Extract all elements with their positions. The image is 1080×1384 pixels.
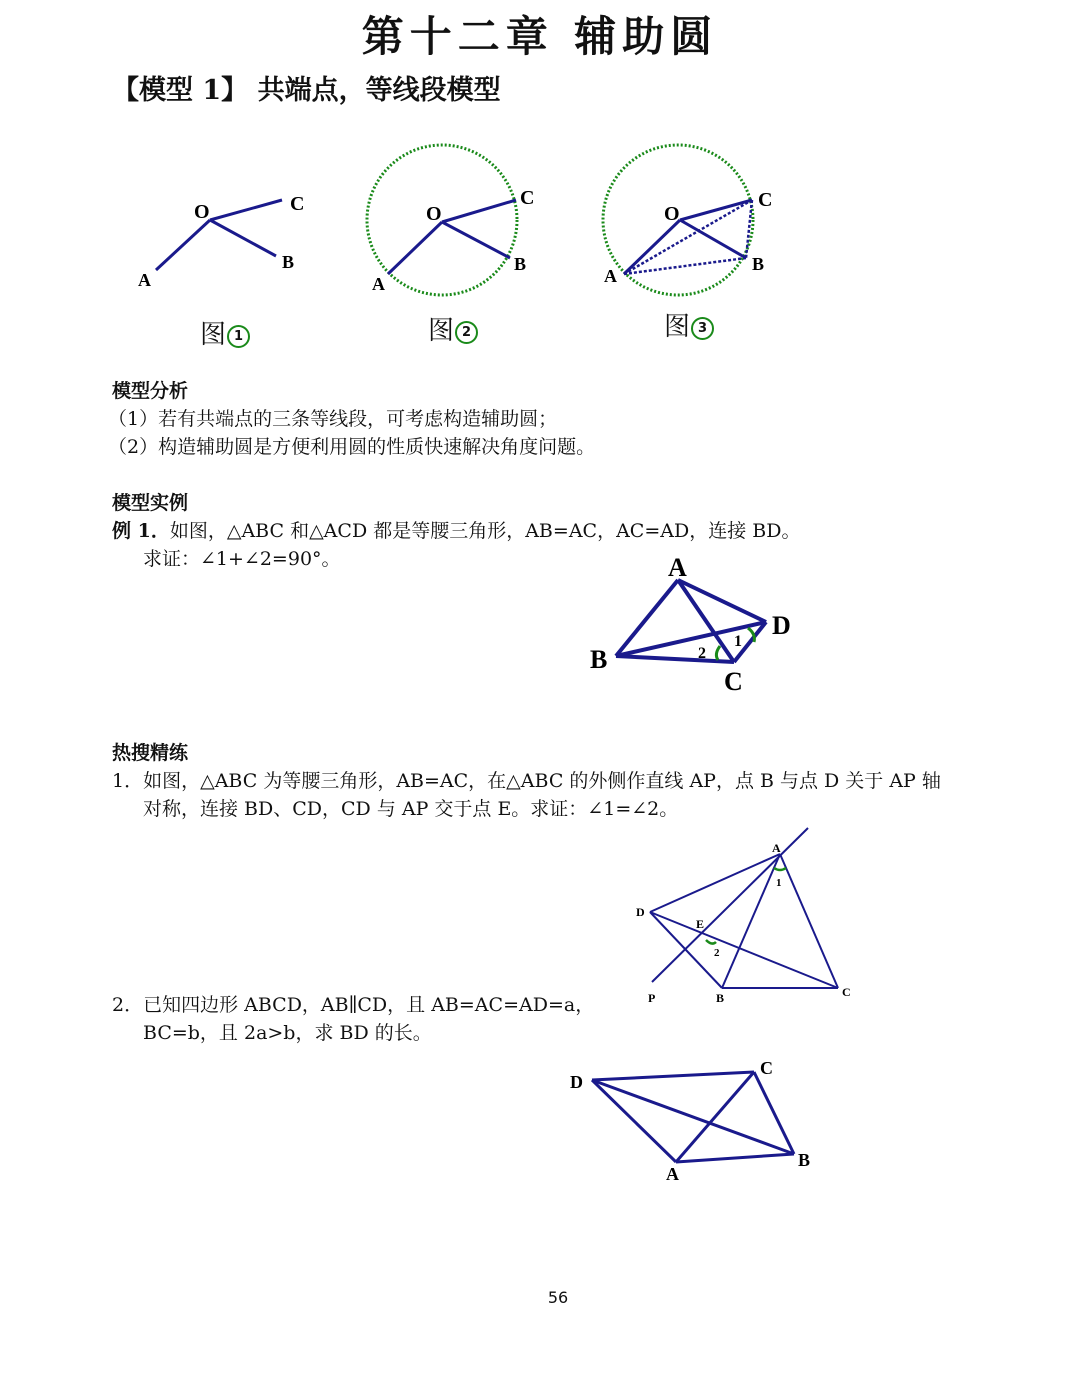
practice-heading: 热搜精练 bbox=[112, 742, 189, 764]
segment-OA bbox=[388, 222, 442, 274]
segment-OC bbox=[210, 200, 282, 220]
chapter-title: 第十二章 辅助圆 bbox=[361, 12, 719, 61]
practice-q2-line-2: BC=b，且 2a>b，求 BD 的长。 bbox=[143, 1022, 432, 1044]
fig1-caption bbox=[200, 314, 250, 351]
example-text: 如图，△ABC 和△ACD 都是等腰三角形，AB=AC，AC=AD，连接 BD。 bbox=[169, 520, 801, 542]
label-C: C bbox=[760, 1058, 773, 1078]
example-figure bbox=[580, 550, 820, 700]
label-C: C bbox=[758, 189, 773, 211]
practice-q1-line-2: 对称，连接 BD、CD，CD 与 AP 交于点 E。求证：∠1=∠2。 bbox=[143, 798, 679, 820]
label-B: B bbox=[752, 254, 765, 274]
label-C: C bbox=[520, 187, 535, 209]
label-P: P bbox=[648, 991, 656, 1005]
segment-OC bbox=[680, 200, 752, 220]
segment-DC bbox=[592, 1072, 754, 1080]
segment-AC bbox=[676, 1072, 754, 1162]
figure-3 bbox=[596, 140, 806, 310]
fig3-caption bbox=[664, 306, 714, 343]
label-A: A bbox=[372, 274, 385, 294]
label-O: O bbox=[194, 201, 210, 223]
page-number: 56 bbox=[547, 1288, 569, 1307]
example-label: 例 1． bbox=[112, 520, 170, 542]
model-title: 【模型 1】 共端点，等线段模型 bbox=[112, 75, 501, 106]
analysis-line-1: （1）若有共端点的三条等线段，可考虑构造辅助圆； bbox=[108, 408, 558, 430]
practice-q1-line-1: 1．如图，△ABC 为等腰三角形，AB=AC，在△ABC 的外侧作直线 AP，点 B 与点 D 关于 AP 轴 bbox=[112, 770, 941, 792]
label-2: 2 bbox=[714, 947, 720, 959]
segment-AB bbox=[722, 854, 780, 988]
label-A: A bbox=[138, 270, 151, 290]
label-D: D bbox=[636, 905, 645, 919]
practice-q2-line-1: 2．已知四边形 ABCD，AB∥CD，且 AB=AC=AD=a， bbox=[112, 994, 595, 1016]
fig2-caption-text: 图 bbox=[428, 316, 455, 346]
practice-figure-2 bbox=[560, 1050, 820, 1190]
segment-OC bbox=[442, 200, 516, 222]
fig2-caption bbox=[428, 310, 478, 347]
label-B: B bbox=[590, 645, 608, 674]
label-O: O bbox=[426, 203, 442, 225]
label-B: B bbox=[514, 254, 527, 274]
label-D: D bbox=[570, 1072, 583, 1092]
fig2-number: 2 bbox=[455, 321, 478, 344]
figure-2 bbox=[360, 140, 560, 310]
fig3-number: 3 bbox=[691, 317, 714, 340]
label-angle-2: 2 bbox=[698, 645, 706, 662]
fig3-caption-text: 图 bbox=[664, 312, 691, 342]
analysis-heading: 模型分析 bbox=[112, 380, 189, 402]
label-B: B bbox=[798, 1150, 811, 1170]
segment-AD bbox=[650, 854, 780, 912]
fig1-number: 1 bbox=[227, 325, 250, 348]
label-B: B bbox=[282, 252, 295, 272]
segment-AB bbox=[624, 258, 746, 274]
example-heading: 模型实例 bbox=[112, 492, 189, 514]
analysis-line-2: （2）构造辅助圆是方便利用圆的性质快速解决角度问题。 bbox=[108, 436, 596, 458]
figure-1 bbox=[130, 180, 330, 300]
segment-OB bbox=[210, 220, 276, 256]
label-O: O bbox=[664, 203, 680, 225]
label-C: C bbox=[724, 667, 743, 696]
example-line-1 bbox=[112, 516, 800, 543]
segment-OA bbox=[624, 220, 680, 274]
angle-mark-1 bbox=[774, 868, 786, 870]
label-A: A bbox=[666, 1164, 679, 1184]
segment-AC bbox=[624, 200, 752, 274]
segment-OB bbox=[442, 222, 510, 258]
label-C: C bbox=[290, 193, 305, 215]
fig1-caption-text: 图 bbox=[200, 320, 227, 350]
segment-OA bbox=[156, 220, 210, 270]
example-line-2: 求证：∠1+∠2=90°。 bbox=[143, 548, 341, 570]
label-A: A bbox=[668, 553, 687, 582]
label-A: A bbox=[604, 266, 617, 286]
practice-figure-1 bbox=[630, 826, 860, 1016]
angle-mark-2 bbox=[716, 646, 720, 660]
angle-mark-2 bbox=[706, 940, 716, 944]
label-B: B bbox=[716, 991, 725, 1005]
label-E: E bbox=[696, 917, 705, 931]
line-AP bbox=[652, 828, 808, 982]
label-C: C bbox=[842, 985, 851, 999]
segment-OB bbox=[680, 220, 746, 258]
label-D: D bbox=[772, 611, 791, 640]
segment-BA bbox=[676, 1154, 794, 1162]
label-A: A bbox=[772, 841, 781, 855]
segment-AD bbox=[592, 1080, 676, 1162]
label-1: 1 bbox=[776, 877, 782, 889]
label-angle-1: 1 bbox=[734, 633, 742, 650]
